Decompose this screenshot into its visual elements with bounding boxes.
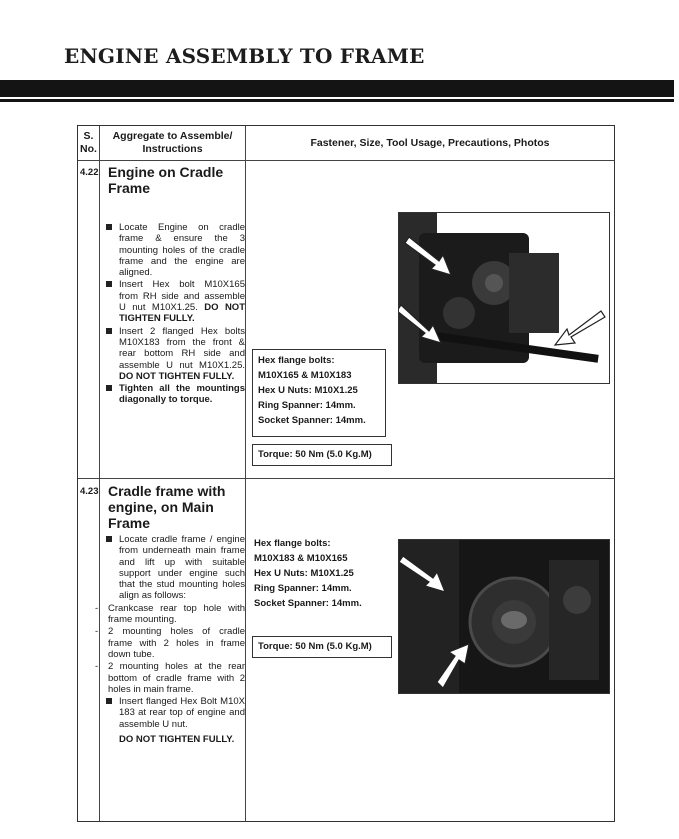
spec-line: Hex U Nuts: M10X1.25 [258,385,358,396]
row-divider [78,478,614,479]
list-item: Locate cradle frame / engine from underneath main frame and lift up with suitable support under engine such that the stud mounting holes align as follows: [106,534,245,602]
row-title: Engine on Cradle Frame [108,164,224,196]
spec-line: Socket Spanner: 14mm. [258,415,366,426]
spec-line: Socket Spanner: 14mm. [254,598,362,609]
list-item: Insert flanged Hex Bolt M10X 183 at rear top of engine and assemble U nut. [106,696,245,730]
spec-line: Hex flange bolts: [254,538,331,549]
header-sno: S. No. [80,130,97,155]
instruction-list [106,534,245,746]
instruction-text: Insert 2 flanged Hex bolts M10X183 from the front & rear bottom RH side and assemble U nut M10X1.25. [119,325,245,371]
list-item [106,279,245,324]
spec-line: Ring Spanner: 14mm. [254,583,352,594]
row-title: Cradle frame with engine, on Main Frame [108,483,226,531]
fastener-spec-text [252,536,386,622]
caution-text: DO NOT TIGHTEN FULLY. [119,302,246,325]
header-aggregate: Aggregate to Assemble/ Instructions [112,130,233,155]
page-title: ENGINE ASSEMBLY TO FRAME [64,44,425,68]
spec-line: M10X165 & M10X183 [258,370,352,381]
caution-text: DO NOT TIGHTEN FULLY. [119,734,235,746]
caution-text: DO NOT TIGHTEN FULLY. [119,370,235,382]
header-fastener: Fastener, Size, Tool Usage, Precautions, Photos [310,136,550,149]
column-divider [99,126,100,821]
list-item: - 2 mounting holes at the rear bottom of cradle frame with 2 holes in main frame. [95,661,245,695]
row-sno: 4.22 [80,167,99,178]
instruction-list [106,222,245,407]
instruction-text: Insert Hex bolt M10X165 from RH side and assemble U nut M10X1.25. [119,279,245,314]
spec-line: Hex U Nuts: M10X1.25 [254,568,354,579]
spec-line: Ring Spanner: 14mm. [258,400,356,411]
spec-line: Hex flange bolts: [258,355,335,366]
list-item: Tighten all the mountings diagonally to torque. [106,383,245,406]
column-divider [245,126,246,821]
engine-frame-photo [398,539,610,694]
torque-box: Torque: 50 Nm (5.0 Kg.M) [252,636,392,658]
assembly-table [77,125,615,822]
list-item [106,326,245,382]
header-divider [78,160,614,161]
title-bar-rule [0,99,674,102]
spec-line: M10X183 & M10X165 [254,553,348,564]
torque-box: Torque: 50 Nm (5.0 Kg.M) [252,444,392,466]
cradle-frame-engine-image [399,540,609,693]
list-item: Locate Engine on cradle frame & ensure the 3 mounting holes of the cradle frame and the engine are aligned. [106,222,245,278]
fastener-spec-box [252,349,386,437]
engine-on-cradle-image [399,213,609,383]
title-bar [0,80,674,97]
engine-photo [398,212,610,384]
list-item: - 2 mounting holes of cradle frame with 2 holes in frame down tube. [95,626,245,660]
row-sno: 4.23 [80,486,99,497]
list-item: - Crankcase rear top hole with frame mounting. [95,603,245,626]
